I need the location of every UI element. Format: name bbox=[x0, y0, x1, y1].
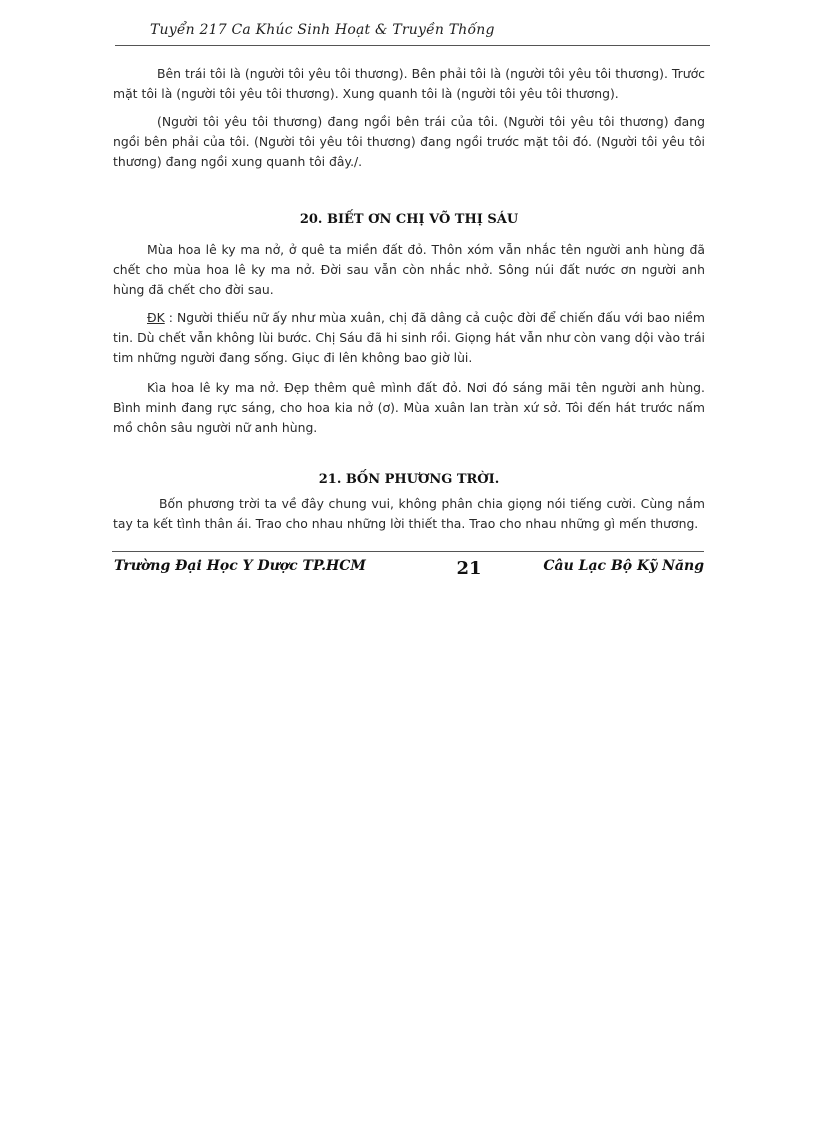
song-prev-paragraph-2: (Người tôi yêu tôi thương) đang ngồi bên trái của tôi. (Người tôi yêu tôi thương) đang ngồi bên phải của tôi. (Người tôi yêu tôi thương) đang ngồi trước mặt tôi đó. (Người tôi yêu tôi thương) đang ngồi xung quanh tôi đây./. bbox=[113, 114, 705, 169]
page-header-title: Tuyển 217 Ca Khúc Sinh Hoạt & Truyền Thống bbox=[150, 22, 495, 38]
page-number: 21 bbox=[456, 558, 482, 579]
footer-school-name: Trường Đại Học Y Dược TP.HCM bbox=[114, 558, 366, 574]
footer-divider bbox=[112, 551, 704, 552]
song-20-verse-2: Kìa hoa lê ky ma nở. Đẹp thêm quê mình đất đỏ. Nơi đó sáng mãi tên người anh hùng. Bình minh đang rực sáng, cho hoa kia nở (ơ). Mùa xuân lan tràn xứ sở. Tôi đến hát trước nấm mồ chôn sâu người nữ anh hùng. bbox=[113, 380, 705, 435]
song-21-verse-1: Bốn phương trời ta về đây chung vui, không phân chia giọng nói tiếng cười. Cùng nắm tay ta kết tình thân ái. Trao cho nhau những lời thiết tha. Trao cho nhau những gì mến thương. bbox=[113, 496, 705, 531]
song-21-title: 21. BỐN PHƯƠNG TRỜI. bbox=[318, 472, 500, 487]
footer-club-name: Câu Lạc Bộ Kỹ Năng bbox=[543, 558, 704, 574]
song-prev-paragraph-1: Bên trái tôi là (người tôi yêu tôi thương). Bên phải tôi là (người tôi yêu tôi thương). Trước mặt tôi là (người tôi yêu tôi thương). Xung quanh tôi là (người tôi yêu tôi thương). bbox=[113, 66, 705, 101]
header-divider bbox=[115, 45, 710, 46]
song-20-verse-1: Mùa hoa lê ky ma nở, ở quê ta miền đất đỏ. Thôn xóm vẫn nhắc tên người anh hùng đã chết cho mùa hoa lê ky ma nở. Đời sau vẫn còn nhắc nhở. Sông núi đất nước ơn người anh hùng đã chết cho đời sau. bbox=[113, 242, 705, 297]
song-20-chorus bbox=[113, 308, 705, 368]
chorus-text: : Người thiếu nữ ấy như mùa xuân, chị đã dâng cả cuộc đời để chiến đấu với bao niềm tin. Dù chết vẫn không lùi bước. Chị Sáu đã hi sinh rồi. Giọng hát vẫn như còn vang dội vào trái tim những người đang sống. Giục đi lên không bao giờ lùi. bbox=[113, 310, 705, 365]
song-20-title: 20. BIẾT ƠN CHỊ VÕ THỊ SÁU bbox=[299, 212, 519, 227]
chorus-label: ĐK bbox=[147, 310, 165, 325]
